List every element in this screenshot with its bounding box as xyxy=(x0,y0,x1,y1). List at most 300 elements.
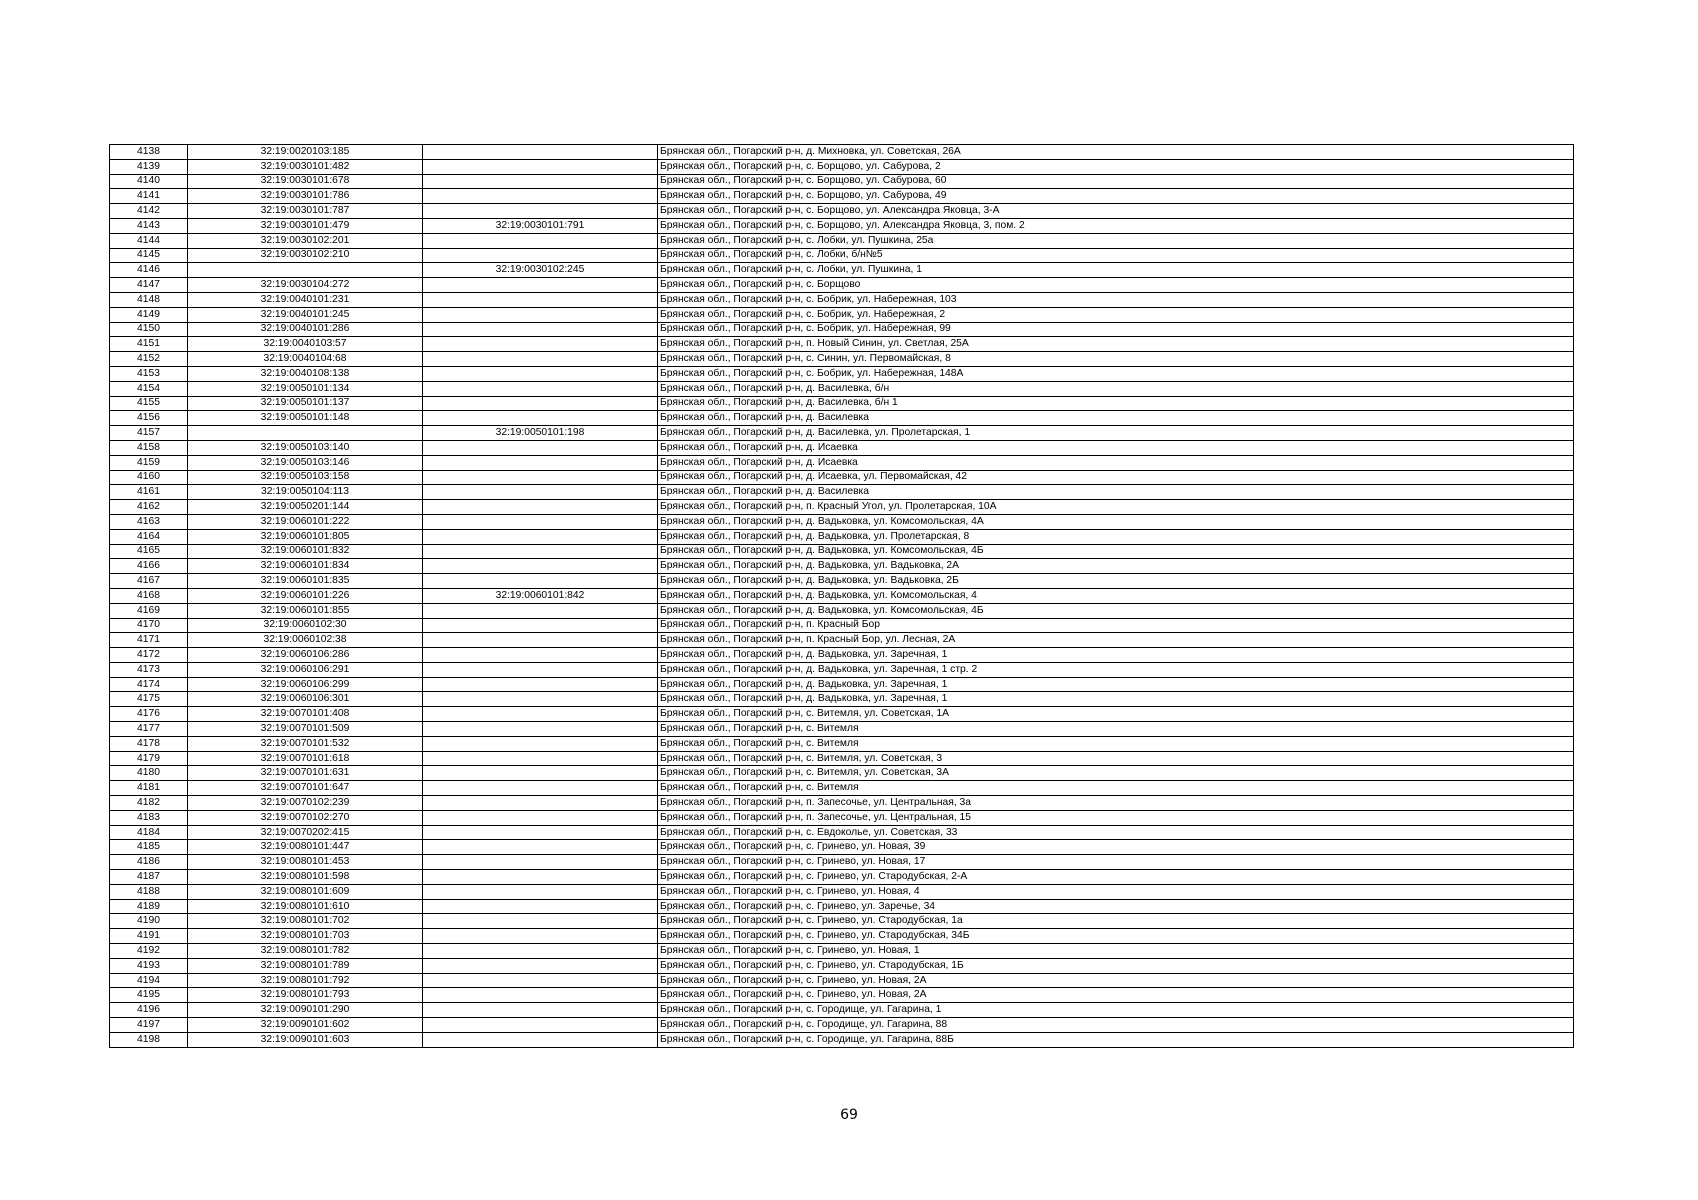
table-row xyxy=(110,677,1574,692)
cadastral-number-cell: 32:19:0060101:222 xyxy=(188,514,423,529)
related-cadastral-number-cell xyxy=(423,648,658,663)
row-number-cell: 4147 xyxy=(110,278,188,293)
table-row xyxy=(110,174,1574,189)
row-number-cell: 4189 xyxy=(110,899,188,914)
related-cadastral-number-cell xyxy=(423,233,658,248)
cadastral-number-cell: 32:19:0080101:793 xyxy=(188,988,423,1003)
address-cell: Брянская обл., Погарский р-н, д. Михновка, ул. Советская, 26А xyxy=(658,145,1574,160)
cadastral-number-cell: 32:19:0060102:38 xyxy=(188,633,423,648)
table-row xyxy=(110,145,1574,160)
row-number-cell: 4146 xyxy=(110,263,188,278)
address-cell: Брянская обл., Погарский р-н, д. Вадьковка, ул. Заречная, 1 xyxy=(658,648,1574,663)
address-cell: Брянская обл., Погарский р-н, д. Василевка, б/н 1 xyxy=(658,396,1574,411)
address-cell: Брянская обл., Погарский р-н, п. Новый Синин, ул. Светлая, 25А xyxy=(658,337,1574,352)
address-cell: Брянская обл., Погарский р-н, д. Исаевка, ул. Первомайская, 42 xyxy=(658,470,1574,485)
cadastral-number-cell: 32:19:0030101:479 xyxy=(188,218,423,233)
address-cell: Брянская обл., Погарский р-н, с. Витемля, ул. Советская, 1А xyxy=(658,707,1574,722)
cadastral-number-cell: 32:19:0030102:210 xyxy=(188,248,423,263)
cadastral-number-cell: 32:19:0070101:408 xyxy=(188,707,423,722)
table-row xyxy=(110,722,1574,737)
address-cell: Брянская обл., Погарский р-н, с. Лобки, ул. Пушкина, 25а xyxy=(658,233,1574,248)
related-cadastral-number-cell xyxy=(423,825,658,840)
related-cadastral-number-cell xyxy=(423,810,658,825)
related-cadastral-number-cell xyxy=(423,1032,658,1047)
address-cell: Брянская обл., Погарский р-н, п. Запесочье, ул. Центральная, 15 xyxy=(658,810,1574,825)
row-number-cell: 4190 xyxy=(110,914,188,929)
related-cadastral-number-cell xyxy=(423,751,658,766)
cadastral-number-cell: 32:19:0030101:786 xyxy=(188,189,423,204)
address-cell: Брянская обл., Погарский р-н, с. Синин, ул. Первомайская, 8 xyxy=(658,352,1574,367)
address-cell: Брянская обл., Погарский р-н, с. Гринево, ул. Стародубская, 34Б xyxy=(658,929,1574,944)
table-row xyxy=(110,825,1574,840)
row-number-cell: 4152 xyxy=(110,352,188,367)
related-cadastral-number-cell xyxy=(423,973,658,988)
cadastral-number-cell: 32:19:0050104:113 xyxy=(188,485,423,500)
address-cell: Брянская обл., Погарский р-н, с. Гринево, ул. Стародубская, 1а xyxy=(658,914,1574,929)
table-row xyxy=(110,796,1574,811)
row-number-cell: 4170 xyxy=(110,618,188,633)
row-number-cell: 4150 xyxy=(110,322,188,337)
cadastral-number-cell: 32:19:0060101:835 xyxy=(188,574,423,589)
row-number-cell: 4187 xyxy=(110,870,188,885)
cadastral-number-cell: 32:19:0080101:703 xyxy=(188,929,423,944)
table-row xyxy=(110,988,1574,1003)
related-cadastral-number-cell xyxy=(423,662,658,677)
related-cadastral-number-cell xyxy=(423,292,658,307)
related-cadastral-number-cell: 32:19:0060101:842 xyxy=(423,588,658,603)
row-number-cell: 4159 xyxy=(110,455,188,470)
table-row xyxy=(110,1032,1574,1047)
address-cell: Брянская обл., Погарский р-н, с. Гринево, ул. Новая, 2А xyxy=(658,988,1574,1003)
related-cadastral-number-cell xyxy=(423,884,658,899)
cadastral-number-cell: 32:19:0080101:609 xyxy=(188,884,423,899)
table-row xyxy=(110,633,1574,648)
table-row xyxy=(110,914,1574,929)
row-number-cell: 4149 xyxy=(110,307,188,322)
row-number-cell: 4179 xyxy=(110,751,188,766)
cadastral-number-cell: 32:19:0080101:789 xyxy=(188,958,423,973)
row-number-cell: 4138 xyxy=(110,145,188,160)
table-row xyxy=(110,944,1574,959)
address-cell: Брянская обл., Погарский р-н, с. Бобрик, ул. Набережная, 148А xyxy=(658,366,1574,381)
related-cadastral-number-cell xyxy=(423,204,658,219)
row-number-cell: 4166 xyxy=(110,559,188,574)
row-number-cell: 4176 xyxy=(110,707,188,722)
cadastral-number-cell: 32:19:0090101:290 xyxy=(188,1003,423,1018)
related-cadastral-number-cell xyxy=(423,633,658,648)
table-row xyxy=(110,455,1574,470)
row-number-cell: 4185 xyxy=(110,840,188,855)
address-cell: Брянская обл., Погарский р-н, д. Вадьковка, ул. Заречная, 1 xyxy=(658,677,1574,692)
table-row xyxy=(110,307,1574,322)
related-cadastral-number-cell xyxy=(423,707,658,722)
address-cell: Брянская обл., Погарский р-н, с. Витемля, ул. Советская, 3 xyxy=(658,751,1574,766)
address-cell: Брянская обл., Погарский р-н, п. Красный Бор xyxy=(658,618,1574,633)
row-number-cell: 4151 xyxy=(110,337,188,352)
address-cell: Брянская обл., Погарский р-н, с. Городище, ул. Гагарина, 88Б xyxy=(658,1032,1574,1047)
table-row xyxy=(110,870,1574,885)
table-row xyxy=(110,159,1574,174)
address-cell: Брянская обл., Погарский р-н, п. Красный Бор, ул. Лесная, 2А xyxy=(658,633,1574,648)
related-cadastral-number-cell xyxy=(423,677,658,692)
address-cell: Брянская обл., Погарский р-н, д. Вадьковка, ул. Заречная, 1 стр. 2 xyxy=(658,662,1574,677)
related-cadastral-number-cell xyxy=(423,899,658,914)
cadastral-number-cell: 32:19:0030102:201 xyxy=(188,233,423,248)
related-cadastral-number-cell xyxy=(423,618,658,633)
cadastral-number-cell: 32:19:0080101:782 xyxy=(188,944,423,959)
address-cell: Брянская обл., Погарский р-н, с. Гринево, ул. Новая, 1 xyxy=(658,944,1574,959)
address-cell: Брянская обл., Погарский р-н, с. Бобрик, ул. Набережная, 2 xyxy=(658,307,1574,322)
row-number-cell: 4183 xyxy=(110,810,188,825)
row-number-cell: 4197 xyxy=(110,1018,188,1033)
address-cell: Брянская обл., Погарский р-н, с. Гринево, ул. Новая, 4 xyxy=(658,884,1574,899)
related-cadastral-number-cell: 32:19:0050101:198 xyxy=(423,426,658,441)
cadastral-number-cell: 32:19:0020103:185 xyxy=(188,145,423,160)
cadastral-number-cell: 32:19:0040101:286 xyxy=(188,322,423,337)
table-row xyxy=(110,618,1574,633)
row-number-cell: 4167 xyxy=(110,574,188,589)
address-cell: Брянская обл., Погарский р-н, с. Борщово, ул. Сабурова, 60 xyxy=(658,174,1574,189)
table-row xyxy=(110,662,1574,677)
address-cell: Брянская обл., Погарский р-н, с. Борщово, ул. Александра Яковца, 3, пом. 2 xyxy=(658,218,1574,233)
cadastral-number-cell: 32:19:0080101:447 xyxy=(188,840,423,855)
page-number: 69 xyxy=(840,1107,858,1123)
row-number-cell: 4188 xyxy=(110,884,188,899)
table-row xyxy=(110,692,1574,707)
address-cell: Брянская обл., Погарский р-н, п. Красный Угол, ул. Пролетарская, 10А xyxy=(658,500,1574,515)
address-cell: Брянская обл., Погарский р-н, п. Запесочье, ул. Центральная, 3а xyxy=(658,796,1574,811)
address-cell: Брянская обл., Погарский р-н, с. Борщово, ул. Сабурова, 49 xyxy=(658,189,1574,204)
related-cadastral-number-cell xyxy=(423,366,658,381)
row-number-cell: 4178 xyxy=(110,736,188,751)
property-table xyxy=(109,144,1574,1048)
address-cell: Брянская обл., Погарский р-н, д. Василевка, б/н xyxy=(658,381,1574,396)
table-row xyxy=(110,559,1574,574)
table-row xyxy=(110,1018,1574,1033)
row-number-cell: 4148 xyxy=(110,292,188,307)
related-cadastral-number-cell xyxy=(423,988,658,1003)
row-number-cell: 4143 xyxy=(110,218,188,233)
related-cadastral-number-cell xyxy=(423,322,658,337)
table-row xyxy=(110,884,1574,899)
related-cadastral-number-cell xyxy=(423,574,658,589)
row-number-cell: 4161 xyxy=(110,485,188,500)
row-number-cell: 4155 xyxy=(110,396,188,411)
related-cadastral-number-cell xyxy=(423,914,658,929)
table-row xyxy=(110,381,1574,396)
cadastral-number-cell: 32:19:0060106:291 xyxy=(188,662,423,677)
row-number-cell: 4173 xyxy=(110,662,188,677)
address-cell: Брянская обл., Погарский р-н, с. Гринево, ул. Новая, 39 xyxy=(658,840,1574,855)
table-row xyxy=(110,278,1574,293)
row-number-cell: 4184 xyxy=(110,825,188,840)
cadastral-number-cell: 32:19:0070102:270 xyxy=(188,810,423,825)
row-number-cell: 4164 xyxy=(110,529,188,544)
related-cadastral-number-cell xyxy=(423,159,658,174)
row-number-cell: 4156 xyxy=(110,411,188,426)
cadastral-number-cell: 32:19:0070101:532 xyxy=(188,736,423,751)
table-row xyxy=(110,189,1574,204)
related-cadastral-number-cell xyxy=(423,958,658,973)
related-cadastral-number-cell xyxy=(423,440,658,455)
address-cell: Брянская обл., Погарский р-н, д. Вадьковка, ул. Комсомольская, 4Б xyxy=(658,603,1574,618)
related-cadastral-number-cell xyxy=(423,736,658,751)
address-cell: Брянская обл., Погарский р-н, с. Лобки, б/н№5 xyxy=(658,248,1574,263)
table-row xyxy=(110,707,1574,722)
related-cadastral-number-cell xyxy=(423,796,658,811)
address-cell: Брянская обл., Погарский р-н, д. Вадьковка, ул. Комсомольская, 4Б xyxy=(658,544,1574,559)
cadastral-number-cell: 32:19:0060101:226 xyxy=(188,588,423,603)
cadastral-number-cell: 32:19:0040101:231 xyxy=(188,292,423,307)
row-number-cell: 4192 xyxy=(110,944,188,959)
related-cadastral-number-cell xyxy=(423,766,658,781)
cadastral-number-cell: 32:19:0050103:146 xyxy=(188,455,423,470)
related-cadastral-number-cell xyxy=(423,485,658,500)
related-cadastral-number-cell: 32:19:0030101:791 xyxy=(423,218,658,233)
row-number-cell: 4169 xyxy=(110,603,188,618)
address-cell: Брянская обл., Погарский р-н, с. Борщово xyxy=(658,278,1574,293)
address-cell: Брянская обл., Погарский р-н, с. Витемля xyxy=(658,722,1574,737)
row-number-cell: 4194 xyxy=(110,973,188,988)
table-row xyxy=(110,514,1574,529)
cadastral-number-cell: 32:19:0060102:30 xyxy=(188,618,423,633)
related-cadastral-number-cell xyxy=(423,870,658,885)
row-number-cell: 4195 xyxy=(110,988,188,1003)
cadastral-number-cell xyxy=(188,263,423,278)
row-number-cell: 4141 xyxy=(110,189,188,204)
row-number-cell: 4142 xyxy=(110,204,188,219)
table-row xyxy=(110,810,1574,825)
related-cadastral-number-cell xyxy=(423,470,658,485)
table-row xyxy=(110,233,1574,248)
table-row xyxy=(110,204,1574,219)
cadastral-number-cell: 32:19:0060101:834 xyxy=(188,559,423,574)
cadastral-number-cell: 32:19:0050101:148 xyxy=(188,411,423,426)
address-cell: Брянская обл., Погарский р-н, с. Евдоколье, ул. Советская, 33 xyxy=(658,825,1574,840)
address-cell: Брянская обл., Погарский р-н, д. Вадьковка, ул. Комсомольская, 4А xyxy=(658,514,1574,529)
table-row xyxy=(110,396,1574,411)
row-number-cell: 4153 xyxy=(110,366,188,381)
related-cadastral-number-cell: 32:19:0030102:245 xyxy=(423,263,658,278)
cadastral-number-cell: 32:19:0080101:702 xyxy=(188,914,423,929)
cadastral-number-cell: 32:19:0060101:855 xyxy=(188,603,423,618)
related-cadastral-number-cell xyxy=(423,278,658,293)
table-row xyxy=(110,588,1574,603)
related-cadastral-number-cell xyxy=(423,944,658,959)
table-row xyxy=(110,899,1574,914)
table-row xyxy=(110,366,1574,381)
related-cadastral-number-cell xyxy=(423,559,658,574)
related-cadastral-number-cell xyxy=(423,396,658,411)
cadastral-number-cell: 32:19:0070202:415 xyxy=(188,825,423,840)
related-cadastral-number-cell xyxy=(423,781,658,796)
related-cadastral-number-cell xyxy=(423,722,658,737)
address-cell: Брянская обл., Погарский р-н, д. Василевка xyxy=(658,411,1574,426)
table-row xyxy=(110,736,1574,751)
table-row xyxy=(110,352,1574,367)
related-cadastral-number-cell xyxy=(423,189,658,204)
cadastral-number-cell: 32:19:0050103:140 xyxy=(188,440,423,455)
table-row xyxy=(110,440,1574,455)
property-table-body xyxy=(110,145,1574,1048)
cadastral-number-cell: 32:19:0080101:598 xyxy=(188,870,423,885)
cadastral-number-cell: 32:19:0080101:610 xyxy=(188,899,423,914)
address-cell: Брянская обл., Погарский р-н, с. Городище, ул. Гагарина, 88 xyxy=(658,1018,1574,1033)
row-number-cell: 4157 xyxy=(110,426,188,441)
related-cadastral-number-cell xyxy=(423,337,658,352)
address-cell: Брянская обл., Погарский р-н, с. Гринево, ул. Стародубская, 2-А xyxy=(658,870,1574,885)
table-row xyxy=(110,751,1574,766)
row-number-cell: 4145 xyxy=(110,248,188,263)
table-row xyxy=(110,855,1574,870)
cadastral-number-cell: 32:19:0060106:286 xyxy=(188,648,423,663)
row-number-cell: 4172 xyxy=(110,648,188,663)
address-cell: Брянская обл., Погарский р-н, с. Гринево, ул. Новая, 17 xyxy=(658,855,1574,870)
address-cell: Брянская обл., Погарский р-н, с. Витемля, ул. Советская, 3А xyxy=(658,766,1574,781)
cadastral-number-cell: 32:19:0050101:134 xyxy=(188,381,423,396)
related-cadastral-number-cell xyxy=(423,411,658,426)
cadastral-number-cell: 32:19:0070101:618 xyxy=(188,751,423,766)
address-cell: Брянская обл., Погарский р-н, с. Гринево, ул. Новая, 2А xyxy=(658,973,1574,988)
related-cadastral-number-cell xyxy=(423,855,658,870)
cadastral-number-cell xyxy=(188,426,423,441)
row-number-cell: 4186 xyxy=(110,855,188,870)
cadastral-number-cell: 32:19:0080101:792 xyxy=(188,973,423,988)
row-number-cell: 4177 xyxy=(110,722,188,737)
table-row xyxy=(110,973,1574,988)
cadastral-number-cell: 32:19:0030101:787 xyxy=(188,204,423,219)
table-row xyxy=(110,411,1574,426)
cadastral-number-cell: 32:19:0050103:158 xyxy=(188,470,423,485)
related-cadastral-number-cell xyxy=(423,603,658,618)
cadastral-number-cell: 32:19:0040103:57 xyxy=(188,337,423,352)
row-number-cell: 4181 xyxy=(110,781,188,796)
table-row xyxy=(110,603,1574,618)
row-number-cell: 4193 xyxy=(110,958,188,973)
related-cadastral-number-cell xyxy=(423,544,658,559)
cadastral-number-cell: 32:19:0090101:602 xyxy=(188,1018,423,1033)
related-cadastral-number-cell xyxy=(423,455,658,470)
cadastral-number-cell: 32:19:0060101:805 xyxy=(188,529,423,544)
related-cadastral-number-cell xyxy=(423,529,658,544)
address-cell: Брянская обл., Погарский р-н, с. Бобрик, ул. Набережная, 99 xyxy=(658,322,1574,337)
table-row xyxy=(110,958,1574,973)
table-row xyxy=(110,648,1574,663)
table-row xyxy=(110,529,1574,544)
cadastral-number-cell: 32:19:0070102:239 xyxy=(188,796,423,811)
table-row xyxy=(110,218,1574,233)
row-number-cell: 4180 xyxy=(110,766,188,781)
related-cadastral-number-cell xyxy=(423,500,658,515)
address-cell: Брянская обл., Погарский р-н, с. Гринево, ул. Заречье, 34 xyxy=(658,899,1574,914)
address-cell: Брянская обл., Погарский р-н, д. Василевка xyxy=(658,485,1574,500)
table-row xyxy=(110,781,1574,796)
cadastral-number-cell: 32:19:0060106:299 xyxy=(188,677,423,692)
address-cell: Брянская обл., Погарский р-н, с. Гринево, ул. Стародубская, 1Б xyxy=(658,958,1574,973)
row-number-cell: 4182 xyxy=(110,796,188,811)
table-row xyxy=(110,470,1574,485)
table-row xyxy=(110,574,1574,589)
address-cell: Брянская обл., Погарский р-н, д. Исаевка xyxy=(658,455,1574,470)
cadastral-number-cell: 32:19:0070101:509 xyxy=(188,722,423,737)
address-cell: Брянская обл., Погарский р-н, с. Витемля xyxy=(658,736,1574,751)
related-cadastral-number-cell xyxy=(423,692,658,707)
cadastral-number-cell: 32:19:0070101:647 xyxy=(188,781,423,796)
table-row xyxy=(110,263,1574,278)
address-cell: Брянская обл., Погарский р-н, д. Вадьковка, ул. Вадьковка, 2А xyxy=(658,559,1574,574)
address-cell: Брянская обл., Погарский р-н, с. Борщово, ул. Сабурова, 2 xyxy=(658,159,1574,174)
row-number-cell: 4198 xyxy=(110,1032,188,1047)
row-number-cell: 4165 xyxy=(110,544,188,559)
address-cell: Брянская обл., Погарский р-н, д. Исаевка xyxy=(658,440,1574,455)
row-number-cell: 4191 xyxy=(110,929,188,944)
related-cadastral-number-cell xyxy=(423,929,658,944)
cadastral-number-cell: 32:19:0030101:482 xyxy=(188,159,423,174)
row-number-cell: 4160 xyxy=(110,470,188,485)
address-cell: Брянская обл., Погарский р-н, д. Вадьковка, ул. Заречная, 1 xyxy=(658,692,1574,707)
cadastral-number-cell: 32:19:0040108:138 xyxy=(188,366,423,381)
address-cell: Брянская обл., Погарский р-н, с. Борщово, ул. Александра Яковца, 3-А xyxy=(658,204,1574,219)
address-cell: Брянская обл., Погарский р-н, д. Вадьковка, ул. Пролетарская, 8 xyxy=(658,529,1574,544)
related-cadastral-number-cell xyxy=(423,381,658,396)
cadastral-number-cell: 32:19:0050101:137 xyxy=(188,396,423,411)
related-cadastral-number-cell xyxy=(423,174,658,189)
table-row xyxy=(110,1003,1574,1018)
related-cadastral-number-cell xyxy=(423,145,658,160)
row-number-cell: 4158 xyxy=(110,440,188,455)
row-number-cell: 4163 xyxy=(110,514,188,529)
address-cell: Брянская обл., Погарский р-н, с. Лобки, ул. Пушкина, 1 xyxy=(658,263,1574,278)
row-number-cell: 4175 xyxy=(110,692,188,707)
row-number-cell: 4171 xyxy=(110,633,188,648)
row-number-cell: 4174 xyxy=(110,677,188,692)
table-row xyxy=(110,766,1574,781)
cadastral-number-cell: 32:19:0060101:832 xyxy=(188,544,423,559)
related-cadastral-number-cell xyxy=(423,352,658,367)
cadastral-number-cell: 32:19:0070101:631 xyxy=(188,766,423,781)
address-cell: Брянская обл., Погарский р-н, с. Городище, ул. Гагарина, 1 xyxy=(658,1003,1574,1018)
cadastral-number-cell: 32:19:0080101:453 xyxy=(188,855,423,870)
address-cell: Брянская обл., Погарский р-н, д. Вадьковка, ул. Комсомольская, 4 xyxy=(658,588,1574,603)
table-row xyxy=(110,337,1574,352)
row-number-cell: 4139 xyxy=(110,159,188,174)
table-row xyxy=(110,500,1574,515)
table-row xyxy=(110,322,1574,337)
cadastral-number-cell: 32:19:0030104:272 xyxy=(188,278,423,293)
related-cadastral-number-cell xyxy=(423,840,658,855)
row-number-cell: 4140 xyxy=(110,174,188,189)
table-row xyxy=(110,292,1574,307)
related-cadastral-number-cell xyxy=(423,307,658,322)
cadastral-number-cell: 32:19:0090101:603 xyxy=(188,1032,423,1047)
cadastral-number-cell: 32:19:0040104:68 xyxy=(188,352,423,367)
table-row xyxy=(110,426,1574,441)
table-row xyxy=(110,485,1574,500)
row-number-cell: 4168 xyxy=(110,588,188,603)
related-cadastral-number-cell xyxy=(423,1018,658,1033)
cadastral-number-cell: 32:19:0030101:678 xyxy=(188,174,423,189)
row-number-cell: 4144 xyxy=(110,233,188,248)
related-cadastral-number-cell xyxy=(423,514,658,529)
row-number-cell: 4154 xyxy=(110,381,188,396)
cadastral-number-cell: 32:19:0060106:301 xyxy=(188,692,423,707)
related-cadastral-number-cell xyxy=(423,248,658,263)
related-cadastral-number-cell xyxy=(423,1003,658,1018)
row-number-cell: 4196 xyxy=(110,1003,188,1018)
row-number-cell: 4162 xyxy=(110,500,188,515)
cadastral-number-cell: 32:19:0050201:144 xyxy=(188,500,423,515)
address-cell: Брянская обл., Погарский р-н, с. Бобрик, ул. Набережная, 103 xyxy=(658,292,1574,307)
